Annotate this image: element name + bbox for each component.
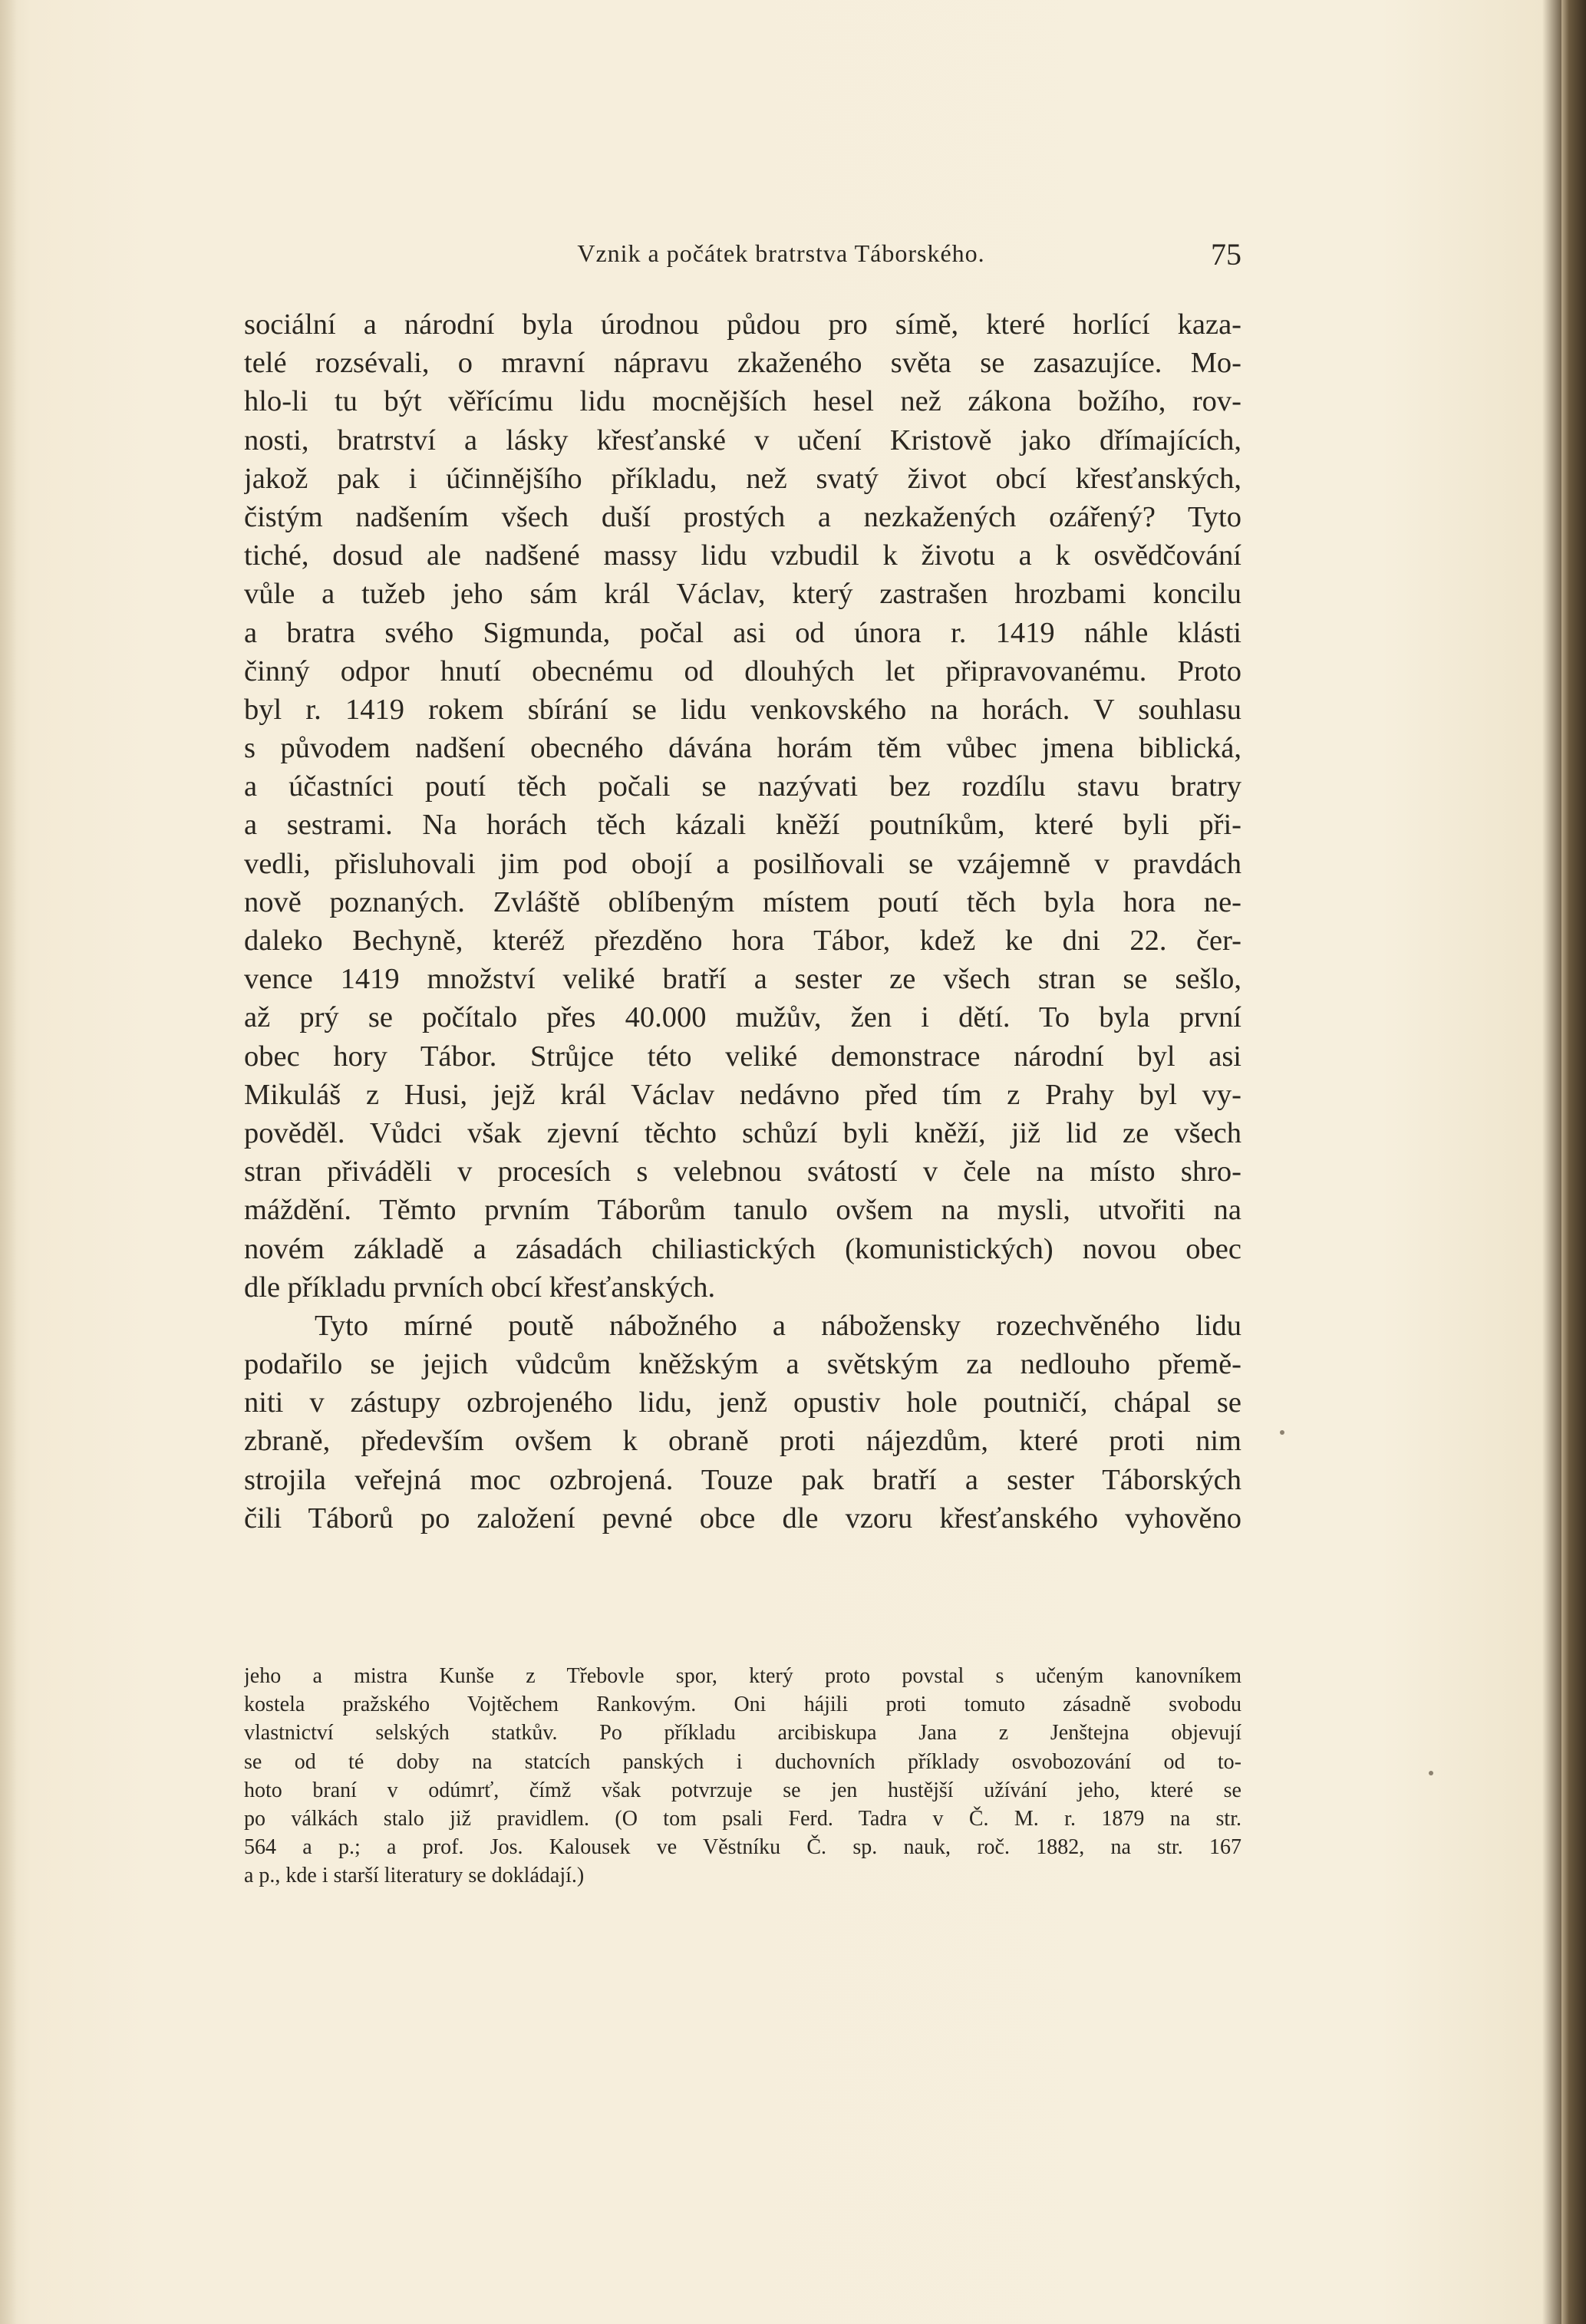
footnote-line: po válkách stalo již pravidlem. (O tom psali Ferd. Tadra v Č. M. r. 1879 na str. — [244, 1806, 1241, 1831]
text-line: hlo-li tu být věřícímu lidu mocnějších hesel než zákona božího, rov- — [244, 385, 1241, 418]
paragraph-1 — [244, 305, 1241, 1307]
text-line: podařilo se jejich vůdcům kněžským a světským za nedlouho přemě- — [244, 1348, 1241, 1381]
footnote-line: a p., kde i starší literatury se dokládají.) — [244, 1864, 585, 1888]
text-line: činný odpor hnutí obecnému od dlouhých let připravovanému. Proto — [244, 654, 1241, 687]
text-line: jakož pak i účinnějšího příkladu, než svatý život obcí křesťanských, — [244, 462, 1241, 495]
footnote-line: jeho a mistra Kunše z Třebovle spor, který proto povstal s učeným kanovníkem — [244, 1664, 1241, 1688]
text-line: s původem nadšení obecného dávána horám těm vůbec jmena biblická, — [244, 732, 1241, 765]
text-line: strojila veřejná moc ozbrojená. Touze pak bratří a sester Táborských — [244, 1463, 1241, 1496]
text-line: a bratra svého Sigmunda, počal asi od února r. 1419 náhle klásti — [244, 616, 1241, 649]
text-line: máždění. Těmto prvním Táborům tanulo ovšem na mysli, utvořiti na — [244, 1194, 1241, 1227]
text-line: daleko Bechyně, kteréž přezděno hora Tábor, kdež ke dni 22. čer- — [244, 925, 1241, 957]
text-line: novém základě a zásadách chiliastických (komunistických) novou obec — [244, 1232, 1241, 1265]
text-line: vedli, přisluhovali jim pod obojí a posilňovali se vzájemně v pravdách — [244, 847, 1241, 880]
text-line: dle příkladu prvních obcí křesťanských. — [244, 1271, 716, 1304]
text-line: vůle a tužeb jeho sám král Václav, který zastrašen hrozbami koncilu — [244, 578, 1241, 611]
footnote-line: se od té doby na statcích panských i duchovních příklady osvobozování od to- — [244, 1749, 1241, 1774]
running-title: Vznik a počátek bratrstva Táborského. — [577, 239, 985, 267]
text-line: Tyto mírné poutě nábožného a nábožensky rozechvěného lidu — [315, 1309, 1241, 1342]
paper-speck — [1429, 1771, 1433, 1775]
footnote-line: vlastnictví selských statkův. Po příkladu arcibiskupa Jana z Jenštejna objevují — [244, 1721, 1241, 1745]
page-number: 75 — [1211, 237, 1241, 272]
text-line: sociální a národní byla úrodnou půdou pro símě, které horlící kaza- — [244, 308, 1241, 341]
text-line: niti v zástupy ozbrojeného lidu, jenž opustiv hole poutničí, chápal se — [244, 1386, 1241, 1419]
text-line: Mikuláš z Husi, jejž král Václav nedávno před tím z Prahy byl vy- — [244, 1078, 1241, 1111]
paper-speck — [1280, 1430, 1284, 1435]
footnote-line: hoto braní v odúmrť, čímž však potvrzuje se jen hustější užívání jeho, které se — [244, 1778, 1241, 1802]
text-line: a účastníci poutí těch počali se nazývati bez rozdílu stavu bratry — [244, 770, 1241, 803]
text-line: stran přiváděli v procesích s velebnou svátostí v čele na místo shro- — [244, 1155, 1241, 1188]
text-line: pověděl. Vůdci však zjevní těchto schůzí byli kněží, již lid ze všech — [244, 1116, 1241, 1149]
text-line: obec hory Tábor. Strůjce této veliké demonstrace národní byl asi — [244, 1040, 1241, 1073]
text-line: nosti, bratrství a lásky křesťanské v učení Kristově jako dřímajících, — [244, 424, 1241, 457]
body-text — [244, 305, 1241, 1538]
footnote — [244, 1662, 1241, 1891]
text-line: čistým nadšením všech duší prostých a nezkažených ozářený? Tyto — [244, 500, 1241, 533]
spine-shadow — [0, 0, 17, 2324]
footnote-line: kostela pražského Vojtěchem Rankovým. Oni hájili proti tomuto zásadně svobodu — [244, 1693, 1241, 1717]
text-line: byl r. 1419 rokem sbírání se lidu venkovského na horách. V souhlasu — [244, 693, 1241, 726]
paragraph-2 — [244, 1307, 1241, 1538]
footnote-line: 564 a p.; a prof. Jos. Kalousek ve Věstníku Č. sp. nauk, roč. 1882, na str. 167 — [244, 1835, 1241, 1860]
text-line: telé rozsévali, o mravní nápravu zkaženého světa se zasazujíce. Mo- — [244, 347, 1241, 380]
text-line: zbraně, především ovšem k obraně proti nájezdům, které proti nim — [244, 1425, 1241, 1458]
running-head — [244, 239, 1241, 278]
page-edge — [1561, 0, 1586, 2324]
text-line: čili Táborů po založení pevné obce dle vzoru křesťanského vyhověno — [244, 1502, 1241, 1534]
text-line: a sestrami. Na horách těch kázali kněží poutníkům, které byli při- — [244, 809, 1241, 842]
text-line: až prý se počítalo přes 40.000 mužův, žen i dětí. To byla první — [244, 1001, 1241, 1034]
text-line: nově poznaných. Zvláště oblíbeným místem poutí těch byla hora ne- — [244, 885, 1241, 918]
text-line: vence 1419 množství veliké bratří a sester ze všech stran se sešlo, — [244, 963, 1241, 996]
text-line: tiché, dosud ale nadšené massy lidu vzbudil k životu a k osvědčování — [244, 539, 1241, 572]
